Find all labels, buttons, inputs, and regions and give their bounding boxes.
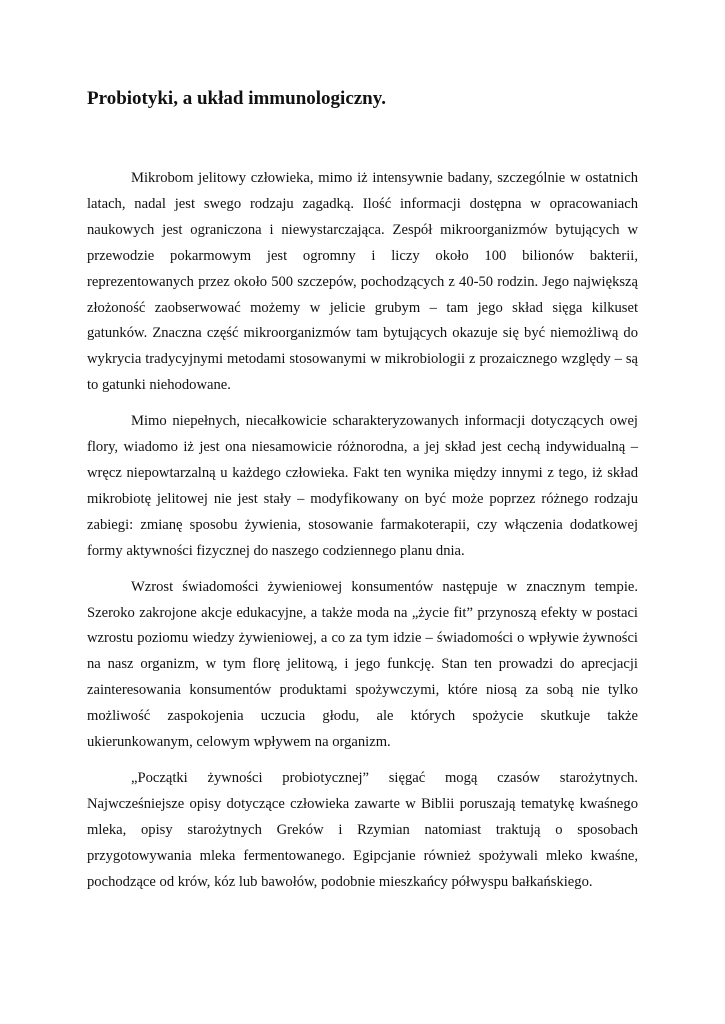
paragraph-3: Wzrost świadomości żywieniowej konsumentów następuje w znacznym tempie. Szeroko zakrojone akcje edukacyjne, a także moda na „życie fit” przynoszą efekty w postaci wzrostu poziomu wiedzy żywieniowej, a co za tym idzie – świadomości o wpływie żywności na nasz organizm, w tym florę jelitową, i jego funkcję. Stan ten prowadzi do aprecjacji zainteresowania konsumentów produktami spożywczymi, które niosą za sobą nie tylko możliwość zaspokojenia uczucia głodu, ale których spożycie skutkuje także ukierunkowanym, celowym wpływem na organizm. (87, 578, 638, 751)
document-title: Probiotyki, a układ immunologiczny. (87, 88, 386, 109)
paragraph-4: „Początki żywności probiotycznej” sięgać mogą czasów starożytnych. Najwcześniejsze opisy dotyczące człowieka zawarte w Biblii poruszają tematykę kwaśnego mleka, opisy starożytnych Greków i Rzymian natomiast traktują o sposobach przygotowywania mleka fermentowanego. Egipcjanie również spożywali mleko kwaśne, pochodzące od krów, kóz lub bawołów, podobnie mieszkańcy półwyspu bałkańskiego. (87, 769, 638, 890)
paragraph-1: Mikrobom jelitowy człowieka, mimo iż intensywnie badany, szczególnie w ostatnich latach, nadal jest swego rodzaju zagadką. Ilość informacji dostępna w opracowaniach naukowych jest ograniczona i niewystarczająca. Zespół mikroorganizmów bytujących w przewodzie pokarmowym jest ogromny i liczy około 100 bilionów bakterii, reprezentowanych przez około 500 szczepów, pochodzących z 40-50 rodzin. Jego największą złożoność zaobserwować możemy w jelicie grubym – tam jego skład sięga kilkuset gatunków. Znaczna część mikroorganizmów tam bytujących okazuje się być niemożliwą do wykrycia tradycyjnymi metodami stosowanymi w mikrobiologii z prozaicznego względy – są to gatunki niehodowane. (87, 170, 638, 394)
document-body (87, 166, 638, 895)
paragraph-2: Mimo niepełnych, niecałkowicie scharakteryzowanych informacji dotyczących owej flory, wiadomo iż jest ona niesamowicie różnorodna, a jej skład jest cechą indywidualną – wręcz niepowtarzalną u każdego człowieka. Fakt ten wynika między innymi z tego, iż skład mikrobiotę jelitowej nie jest stały – modyfikowany on być może poprzez różnego rodzaju zabiegi: zmianę sposobu żywienia, stosowanie farmakoterapii, czy włączenia dodatkowej formy aktywności fizycznej do naszego codziennego planu dnia. (87, 413, 638, 559)
